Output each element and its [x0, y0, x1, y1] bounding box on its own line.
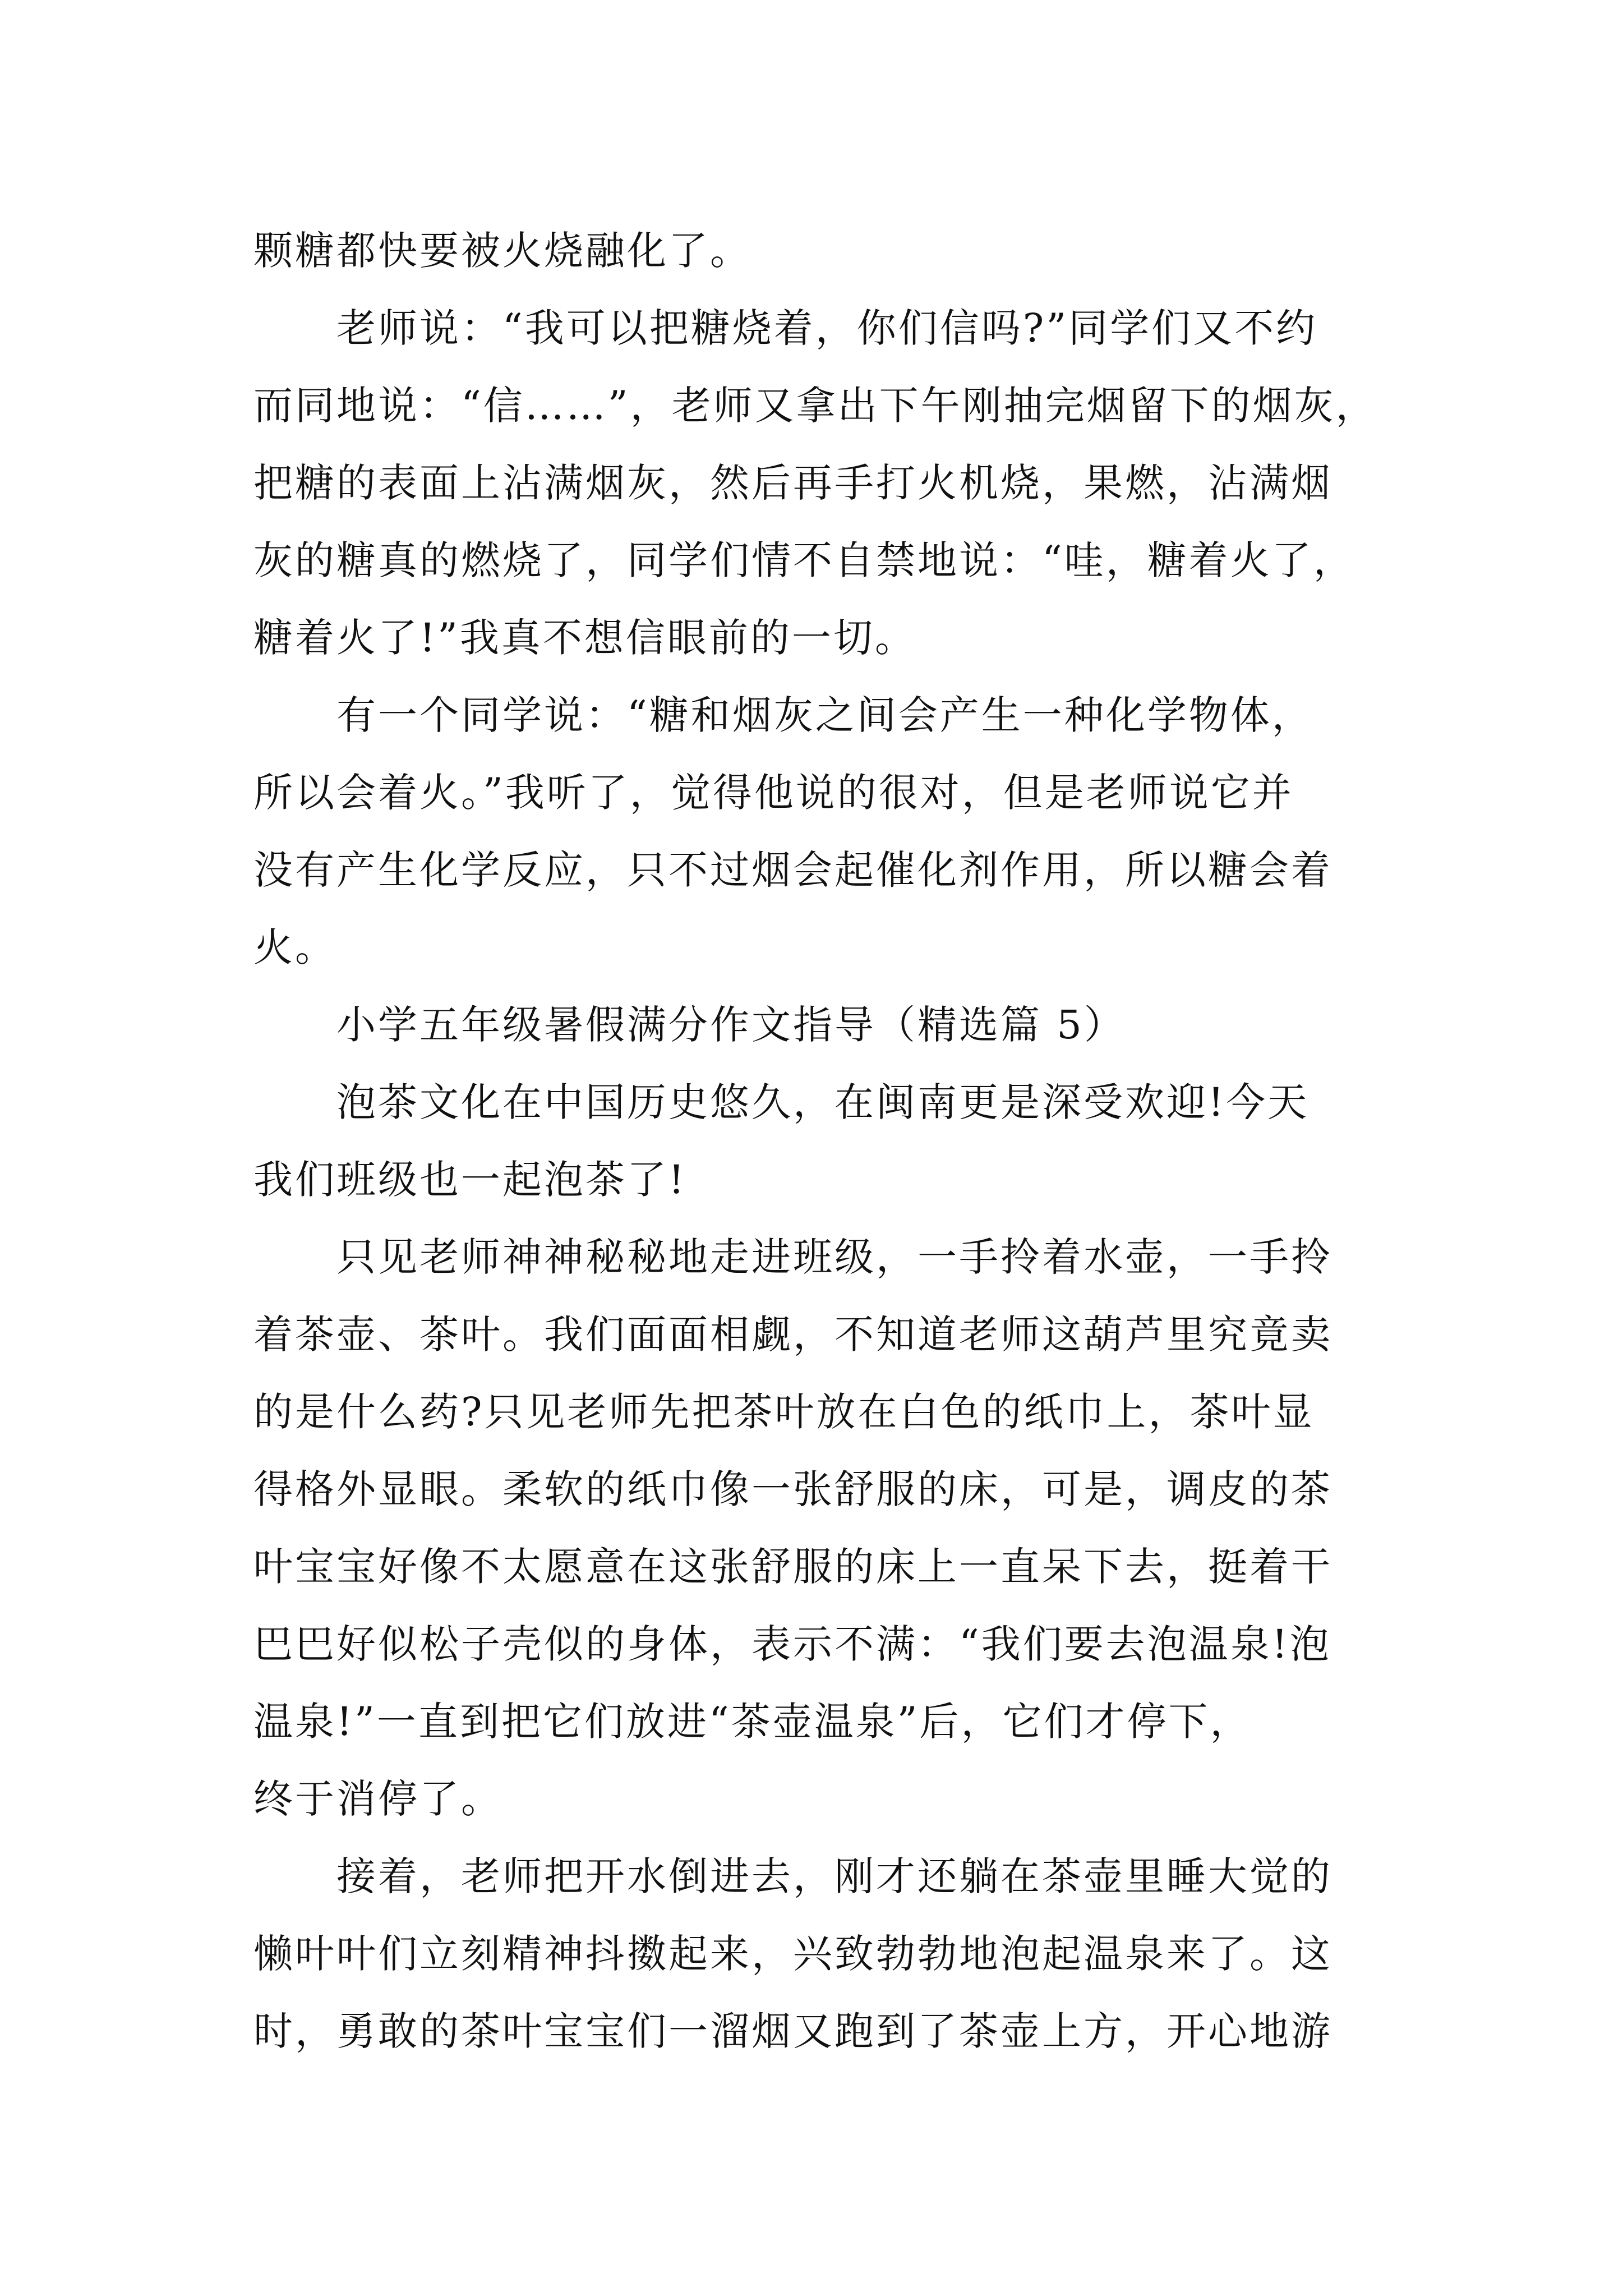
text-line: 小学五年级暑假满分作文指导（精选篇 5）	[336, 1002, 1126, 1048]
text-line: 时，勇敢的茶叶宝宝们一溜烟又跑到了茶壶上方，开心地游	[253, 2008, 1332, 2054]
text-line: 灰的糖真的燃烧了，同学们情不自禁地说：“哇，糖着火了，	[253, 537, 1355, 583]
text-line: 老师说：“我可以把糖烧着，你们信吗?”同学们又不约	[336, 305, 1318, 351]
text-line: 有一个同学说：“糖和烟灰之间会产生一种化学物体，	[336, 692, 1313, 738]
text-line: 得格外显眼。柔软的纸巾像一张舒服的床，可是，调皮的茶	[253, 1466, 1332, 1512]
text-line: 懒叶叶们立刻精神抖擞起来，兴致勃勃地泡起温泉来了。这	[253, 1931, 1332, 1977]
text-line: 糖着火了!”我真不想信眼前的一切。	[253, 615, 916, 661]
text-line: 而同地说：“信……”，老师又拿出下午刚抽完烟留下的烟灰，	[253, 383, 1377, 429]
document-body	[253, 212, 1398, 2070]
text-line: 接着，老师把开水倒进去，刚才还躺在茶壶里睡大觉的	[336, 1853, 1332, 1899]
text-line: 火。	[253, 924, 336, 970]
text-line: 泡茶文化在中国历史悠久，在闽南更是深受欢迎!今天	[336, 1079, 1310, 1125]
text-line: 的是什么药?只见老师先把茶叶放在白色的纸巾上，茶叶显	[253, 1389, 1315, 1435]
text-line: 所以会着火。”我听了，觉得他说的很对，但是老师说它并	[253, 770, 1294, 816]
text-line: 没有产生化学反应，只不过烟会起催化剂作用，所以糖会着	[253, 847, 1332, 893]
text-line: 终于消停了。	[253, 1776, 502, 1822]
text-line: 叶宝宝好像不太愿意在这张舒服的床上一直呆下去，挺着干	[253, 1544, 1332, 1590]
text-line: 巴巴好似松子壳似的身体，表示不满：“我们要去泡温泉!泡	[253, 1621, 1331, 1667]
text-line: 只见老师神神秘秘地走进班级，一手拎着水壶，一手拎	[336, 1234, 1332, 1280]
text-line: 我们班级也一起泡茶了!	[253, 1157, 687, 1203]
text-line: 着茶壶、茶叶。我们面面相觑，不知道老师这葫芦里究竟卖	[253, 1312, 1332, 1358]
text-line: 把糖的表面上沾满烟灰，然后再手打火机烧，果燃，沾满烟	[253, 460, 1332, 506]
text-line: 温泉!”一直到把它们放进“茶壶温泉”后，它们才停下，	[253, 1699, 1252, 1745]
text-line: 颗糖都快要被火烧融化了。	[253, 228, 751, 274]
